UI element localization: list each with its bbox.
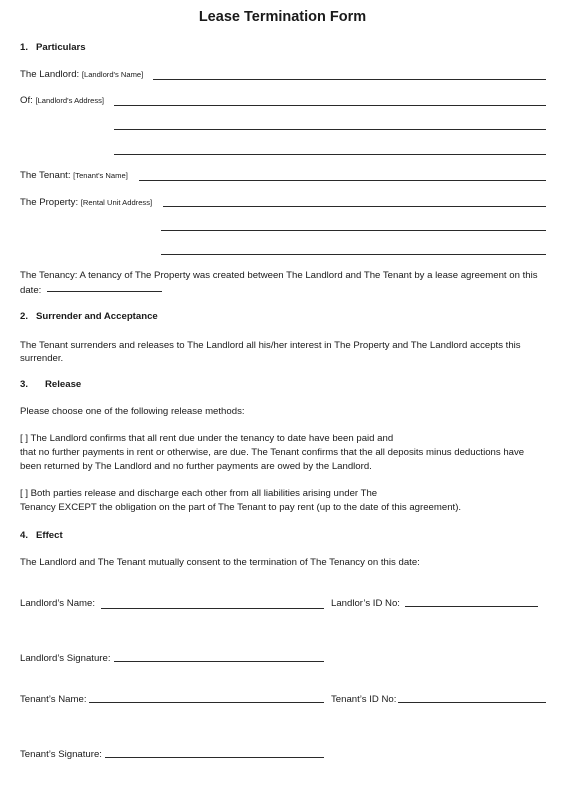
landlord-signature-line[interactable] [114, 661, 324, 662]
section-2-heading [20, 312, 158, 322]
tenant-id-label: Tenant’s ID No: [331, 694, 397, 705]
address-hint: [Landlord's Address] [35, 96, 105, 105]
section-4-number: 4. [20, 530, 29, 541]
landlord-hint: [Landlord's Name] [81, 70, 144, 79]
section-4-title: Effect [36, 530, 63, 541]
property-line-2[interactable] [161, 230, 546, 231]
tenancy-date-label: date: [20, 285, 42, 296]
landlord-signature-label: Landlord’s Signature: [20, 653, 111, 664]
address-field-label [20, 96, 104, 106]
property-label: The Property: [20, 197, 79, 208]
form-title: Lease Termination Form [198, 9, 367, 25]
tenant-name-signature-line[interactable] [89, 702, 324, 703]
section-3-number: 3. [20, 379, 29, 390]
tenant-label: The Tenant: [20, 170, 71, 181]
tenant-signature-line[interactable] [105, 757, 324, 758]
tenant-hint: [Tenant's Name] [73, 171, 128, 180]
landlord-name-line[interactable] [153, 79, 546, 80]
section-2-number: 2. [20, 311, 29, 322]
section-3-title: Release [45, 379, 82, 390]
address-line-1[interactable] [114, 105, 546, 106]
tenant-name-line[interactable] [139, 180, 546, 181]
section-1-heading [20, 43, 86, 53]
section-2-title: Surrender and Acceptance [36, 311, 158, 322]
tenant-id-line[interactable] [398, 702, 546, 703]
landlord-label: The Landlord: [20, 69, 80, 80]
property-field-label [20, 198, 152, 208]
property-line-1[interactable] [163, 206, 546, 207]
release-option-1-text-3: been returned by The Landlord and no further payments are owed by the Landlord. [20, 461, 372, 472]
landlord-id-label: Landlor’s ID No: [331, 598, 400, 609]
tenant-field-label [20, 171, 128, 181]
property-line-3[interactable] [161, 254, 546, 255]
release-option-1-text-2: that no further payments in rent or otherwise, are due. The Tenant confirms that the all deposits minus deductions have [20, 447, 525, 458]
landlord-id-line[interactable] [405, 606, 538, 607]
address-line-2[interactable] [114, 129, 546, 130]
tenancy-date-line[interactable] [47, 291, 162, 292]
section-3-heading [20, 380, 81, 390]
tenancy-text: The Tenancy: A tenancy of The Property was created between The Landlord and The Tenant by a lease agreement on this [20, 270, 538, 281]
section-4-heading [20, 531, 63, 541]
landlord-name-signature-line[interactable] [101, 608, 324, 609]
release-option-1-checkbox[interactable]: [ ] The Landlord confirms that all rent due under the tenancy to date have been paid and [20, 433, 394, 444]
surrender-text: The Tenant surrenders and releases to The Landlord all his/her interest in The Property and The Landlord accepts this surrender. [20, 340, 521, 364]
release-option-2-checkbox[interactable]: [ ] Both parties release and discharge each other from all liabilities arising under The [20, 488, 378, 499]
tenant-name-label: Tenant’s Name: [20, 694, 87, 705]
section-1-title: Particulars [36, 42, 86, 53]
release-option-2-text-2: Tenancy EXCEPT the obligation on the part of The Tenant to pay rent (up to the date of this agreement). [20, 502, 462, 513]
address-line-3[interactable] [114, 154, 546, 155]
effect-text: The Landlord and The Tenant mutually consent to the termination of The Tenancy on this date: [20, 557, 420, 568]
landlord-field-label [20, 70, 143, 80]
of-label: Of: [20, 95, 33, 106]
section-1-number: 1. [20, 42, 29, 53]
release-intro: Please choose one of the following release methods: [20, 406, 245, 417]
landlord-name-label: Landlord’s Name: [20, 598, 96, 609]
tenant-signature-label: Tenant’s Signature: [20, 749, 102, 760]
property-hint: [Rental Unit Address] [80, 198, 153, 207]
